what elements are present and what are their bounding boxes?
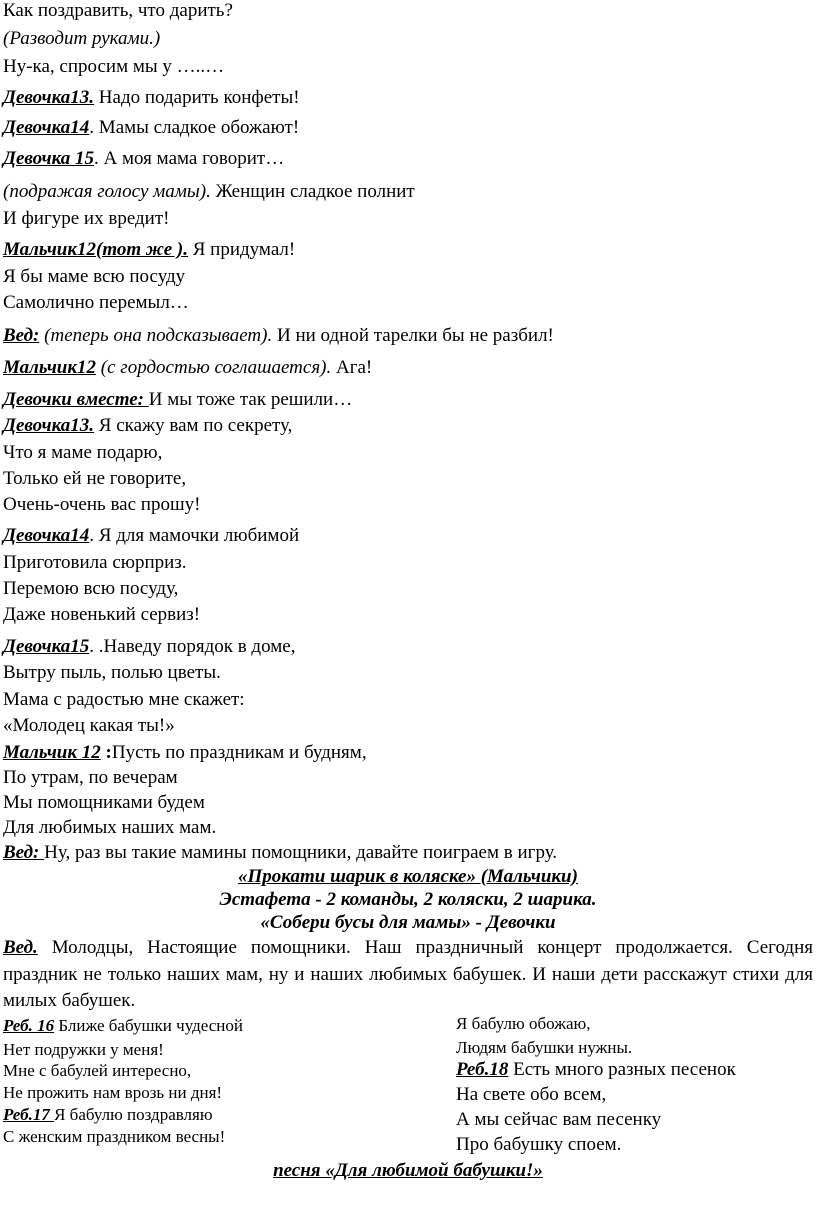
stage-direction [3, 28, 160, 50]
text-line [3, 552, 187, 574]
right-column-line [456, 1013, 590, 1035]
text: . А моя мама говорит… [94, 148, 285, 169]
text: И мы тоже так решили… [148, 389, 353, 410]
dialogue-line [3, 842, 557, 864]
text-line [3, 208, 169, 230]
speaker-name: Мальчик 12 [3, 742, 101, 763]
text-line [3, 494, 200, 516]
speaker-name: Девочка 15 [3, 148, 95, 169]
text: Я придумал! [188, 239, 296, 260]
dialogue-line [3, 239, 295, 261]
text: Даже новенький сервиз! [3, 604, 201, 625]
speaker-name: Девочка13. [3, 415, 95, 436]
speaker-name: Вед. [3, 937, 38, 958]
speaker-name: Мальчик12(тот же ). [3, 239, 188, 260]
text-line [3, 292, 189, 314]
speaker-name: Вед: [3, 325, 40, 346]
text: Про бабушку споем. [456, 1134, 622, 1155]
text: Для любимых наших мам. [3, 817, 217, 838]
text: Нет подружки у меня! [3, 1040, 164, 1059]
text: Мне с бабулей интересно, [3, 1061, 192, 1080]
text: Перемою всю посуду, [3, 578, 179, 599]
text: Я скажу вам по секрету, [94, 415, 293, 436]
text-line [3, 604, 200, 626]
text: На свете обо всем, [456, 1084, 607, 1105]
text: Молодцы, Настоящие помощники. Наш праздничный концерт продолжается. Сегодня праздник не только наших мам, ну и наших любимых бабушек. И наши дети расскажут стихи для милых бабушек. [3, 937, 813, 1011]
speaker-name: Девочки вместе: [3, 389, 149, 410]
stage-direction: (теперь она подсказывает). [39, 325, 273, 346]
speaker-name: Реб.18 [456, 1059, 509, 1080]
left-column-line [3, 1126, 225, 1148]
text-line [3, 662, 221, 684]
text-line [3, 56, 224, 78]
text-line [3, 578, 178, 600]
colon: : [100, 742, 112, 763]
speaker-name: Девочка13. [3, 87, 95, 108]
game-title-boys: «Прокати шарик в коляске» (Мальчики) [238, 866, 578, 887]
text-line [3, 715, 175, 737]
left-column-line [3, 1082, 222, 1104]
text: Надо подарить конфеты! [94, 87, 300, 108]
song-title: песня «Для любимой бабушки!» [273, 1160, 543, 1181]
text-line [3, 689, 245, 711]
speaker-name: Реб. 16 [3, 1016, 55, 1035]
text-line [3, 0, 233, 22]
text-line [3, 468, 186, 490]
text: С женским праздником весны! [3, 1127, 226, 1146]
text-line [3, 792, 205, 814]
text: И фигуре их вредит! [3, 208, 170, 229]
dialogue-line [3, 87, 300, 109]
text: Как поздравить, что дарить? [3, 0, 233, 21]
text: И ни одной тарелки бы не разбил! [272, 325, 554, 346]
right-column-line [456, 1059, 736, 1081]
dialogue-line [3, 148, 284, 170]
text: Самолично перемыл… [3, 292, 189, 313]
text: Мама с радостью мне скажет: [3, 689, 245, 710]
stage-direction: (подражая голосу мамы). [3, 181, 211, 202]
text-line [3, 767, 178, 789]
text: По утрам, по вечерам [3, 767, 178, 788]
text: Что я маме подарю, [3, 442, 163, 463]
text: Ага! [331, 357, 373, 378]
text-line [3, 817, 216, 839]
text: Ну, раз вы такие мамины помощники, давайте поиграем в игру. [44, 842, 558, 863]
stage-direction: (с гордостью соглашается). [96, 357, 332, 378]
text: Только ей не говорите, [3, 468, 187, 489]
text: А мы сейчас вам песенку [456, 1109, 662, 1130]
text: Женщин сладкое полнит [210, 181, 415, 202]
text: Очень-очень вас прошу! [3, 494, 201, 515]
text: Ну-ка, спросим мы у …..… [3, 56, 225, 77]
text: . .Наведу порядок в доме, [89, 636, 296, 657]
text: Не прожить нам врозь ни дня! [3, 1083, 223, 1102]
dialogue-line [3, 636, 295, 658]
text: Приготовила сюрприз. [3, 552, 187, 573]
dialogue-line [3, 389, 352, 411]
right-column-line [456, 1084, 606, 1106]
relay-description: Эстафета - 2 команды, 2 коляски, 2 шарика. [219, 889, 597, 910]
text-line [3, 266, 185, 288]
speaker-name: Девочка14 [3, 117, 90, 138]
host-paragraph [3, 935, 813, 1015]
text: . Я для мамочки любимой [89, 525, 300, 546]
right-column-line [456, 1134, 621, 1156]
speaker-name: Девочка14 [3, 525, 90, 546]
dialogue-line [3, 181, 415, 203]
text: Я бабулю обожаю, [456, 1014, 591, 1033]
speaker-name: Вед: [3, 842, 45, 863]
text: Ближе бабушки чудесной [54, 1016, 243, 1035]
text: Мы помощниками будем [3, 792, 205, 813]
text: Пусть по праздникам и будням, [111, 742, 367, 763]
dialogue-line [3, 117, 299, 139]
left-column-line [3, 1039, 164, 1061]
dialogue-line [3, 415, 292, 437]
left-column-line [3, 1015, 243, 1037]
speaker-name: Реб.17 [3, 1105, 55, 1124]
text: Людям бабушки нужны. [456, 1038, 633, 1057]
text: Я бабулю поздравляю [54, 1105, 213, 1124]
dialogue-line [3, 325, 554, 347]
left-column-line [3, 1060, 191, 1082]
text: . Мамы сладкое обожают! [89, 117, 300, 138]
dialogue-line [3, 525, 299, 547]
text: «Молодец какая ты!» [3, 715, 175, 736]
text: (Разводит руками.) [3, 28, 161, 49]
text-line [3, 442, 162, 464]
dialogue-line [3, 742, 367, 764]
text: Я бы маме всю посуду [3, 266, 186, 287]
text: Вытру пыль, полью цветы. [3, 662, 221, 683]
right-column-line [456, 1037, 632, 1059]
left-column-line [3, 1104, 213, 1126]
game-title-girls: «Собери бусы для мамы» - Девочки [260, 912, 556, 933]
speaker-name: Мальчик12 [3, 357, 97, 378]
right-column-line [456, 1109, 661, 1131]
speaker-name: Девочка15 [3, 636, 90, 657]
dialogue-line [3, 357, 372, 379]
text: Есть много разных песенок [508, 1059, 736, 1080]
